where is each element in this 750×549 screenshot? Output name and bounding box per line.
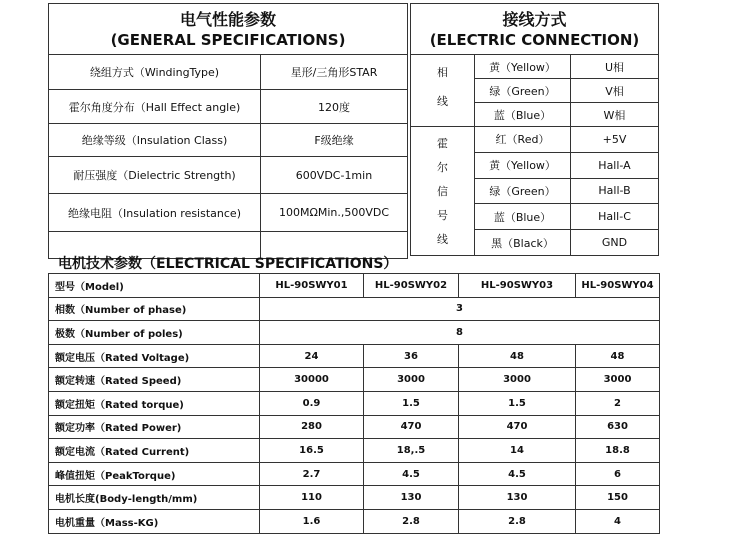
parameter-value: 4.5 — [459, 462, 576, 486]
parameter-value: 4.5 — [364, 462, 459, 486]
wire-signal: Hall-A — [571, 152, 659, 178]
parameter-label: 额定电流（Rated Current) — [49, 439, 260, 463]
general-specifications-header — [49, 4, 408, 55]
hall-label-char: 霍 — [437, 137, 448, 150]
phase-label-char: 线 — [437, 94, 448, 108]
general-row-value: 120度 — [261, 90, 408, 124]
parameter-value: 3000 — [576, 368, 660, 392]
general-title-cn: 电气性能参数 — [179, 10, 276, 29]
general-row — [49, 90, 408, 124]
parameter-value: 3000 — [364, 368, 459, 392]
wire-color: 黄（Yellow） — [475, 55, 571, 79]
wire-signal: Hall-B — [571, 178, 659, 204]
parameter-value: 24 — [260, 344, 364, 368]
electrical-row — [49, 368, 660, 392]
parameter-value: 14 — [459, 439, 576, 463]
model-name: HL-90SWY01 — [260, 274, 364, 298]
parameter-value: 4 — [576, 509, 660, 533]
parameter-value: 18,.5 — [364, 439, 459, 463]
parameter-label: 额定转速（Rated Speed) — [49, 368, 260, 392]
wire-color: 蓝（Blue） — [475, 204, 571, 230]
wire-signal: GND — [571, 230, 659, 256]
parameter-value: 48 — [576, 344, 660, 368]
parameter-value: 1.5 — [459, 391, 576, 415]
phase-wire-label — [411, 55, 475, 127]
general-title-en: (GENERAL SPECIFICATIONS) — [110, 31, 346, 49]
connection-row — [411, 55, 659, 79]
wire-color: 绿（Green） — [475, 79, 571, 103]
electric-connection-header — [411, 4, 659, 55]
general-row-label: 霍尔角度分布（Hall Effect angle) — [49, 90, 261, 124]
electrical-row — [49, 391, 660, 415]
wire-color: 红（Red） — [475, 127, 571, 153]
parameter-value: 280 — [260, 415, 364, 439]
parameter-value: 1.6 — [260, 509, 364, 533]
wire-color: 黄（Yellow） — [475, 152, 571, 178]
model-name: HL-90SWY02 — [364, 274, 459, 298]
hall-label-char: 线 — [437, 233, 448, 246]
general-row-value: F级绝缘 — [261, 124, 408, 157]
parameter-value: 470 — [364, 415, 459, 439]
parameter-value: 110 — [260, 486, 364, 510]
general-row-label: 绕组方式（WindingType) — [49, 55, 261, 90]
electrical-row — [49, 439, 660, 463]
electrical-row — [49, 321, 660, 345]
hall-label-char: 信 — [437, 185, 448, 198]
parameter-label: 电机长度(Body-length/mm) — [49, 486, 260, 510]
general-row-value: 星形/三角形STAR — [261, 55, 408, 90]
parameter-value: 130 — [459, 486, 576, 510]
hall-signal-wire-label — [411, 127, 475, 256]
parameter-value: 3 — [260, 297, 660, 321]
electrical-row — [49, 509, 660, 533]
parameter-value: 1.5 — [364, 391, 459, 415]
general-specifications-table — [48, 3, 408, 259]
electrical-header-row — [49, 274, 660, 298]
parameter-label: 相数（Number of phase) — [49, 297, 260, 321]
connection-title-en: (ELECTRIC CONNECTION) — [429, 31, 640, 49]
wire-signal: U相 — [571, 55, 659, 79]
electrical-row — [49, 297, 660, 321]
hall-label-char: 号 — [437, 209, 448, 222]
model-name: HL-90SWY04 — [576, 274, 660, 298]
electrical-row — [49, 486, 660, 510]
parameter-value: 30000 — [260, 368, 364, 392]
general-row-value: 600VDC-1min — [261, 157, 408, 194]
parameter-value: 130 — [364, 486, 459, 510]
parameter-label: 电机重量（Mass-KG) — [49, 509, 260, 533]
wire-signal: W相 — [571, 103, 659, 127]
parameter-value: 36 — [364, 344, 459, 368]
parameter-label: 极数（Number of poles) — [49, 321, 260, 345]
general-row-label: 绝缘电阻（Insulation resistance) — [49, 194, 261, 232]
general-row-label: 耐压强度（Dielectric Strength) — [49, 157, 261, 194]
parameter-value: 2.8 — [459, 509, 576, 533]
wire-signal: Hall-C — [571, 204, 659, 230]
general-row — [49, 124, 408, 157]
parameter-value: 630 — [576, 415, 660, 439]
electrical-specifications-title: 电机技术参数（ELECTRICAL SPECIFICATIONS） — [58, 256, 398, 272]
parameter-label: 额定电压（Rated Voltage) — [49, 344, 260, 368]
parameter-value: 2.7 — [260, 462, 364, 486]
wire-color: 绿（Green） — [475, 178, 571, 204]
model-name: HL-90SWY03 — [459, 274, 576, 298]
connection-row — [411, 127, 659, 153]
general-row-value: 100MΩMin.,500VDC — [261, 194, 408, 232]
wire-signal: V相 — [571, 79, 659, 103]
parameter-value: 3000 — [459, 368, 576, 392]
wire-color: 蓝（Blue） — [475, 103, 571, 127]
wire-signal: +5V — [571, 127, 659, 153]
phase-label-char: 相 — [437, 65, 448, 79]
parameter-label: 峰值扭矩（PeakTorque) — [49, 462, 260, 486]
parameter-value: 0.9 — [260, 391, 364, 415]
parameter-value: 6 — [576, 462, 660, 486]
electrical-row — [49, 344, 660, 368]
general-row — [49, 157, 408, 194]
parameter-label: 额定扭矩（Rated torque) — [49, 391, 260, 415]
general-row — [49, 194, 408, 232]
general-row-label: 绝缘等级（Insulation Class) — [49, 124, 261, 157]
parameter-value: 16.5 — [260, 439, 364, 463]
parameter-value: 18.8 — [576, 439, 660, 463]
general-row — [49, 55, 408, 90]
parameter-label: 额定功率（Rated Power) — [49, 415, 260, 439]
parameter-value: 2.8 — [364, 509, 459, 533]
parameter-value: 8 — [260, 321, 660, 345]
parameter-value: 150 — [576, 486, 660, 510]
parameter-value: 470 — [459, 415, 576, 439]
wire-color: 黑（Black） — [475, 230, 571, 256]
model-header: 型号（Model) — [49, 274, 260, 298]
electrical-row — [49, 462, 660, 486]
electric-connection-table — [410, 3, 659, 256]
connection-title-cn: 接线方式 — [502, 10, 567, 29]
hall-label-char: 尔 — [437, 161, 448, 174]
parameter-value: 48 — [459, 344, 576, 368]
electrical-row — [49, 415, 660, 439]
parameter-value: 2 — [576, 391, 660, 415]
electrical-specifications-table — [48, 273, 660, 534]
